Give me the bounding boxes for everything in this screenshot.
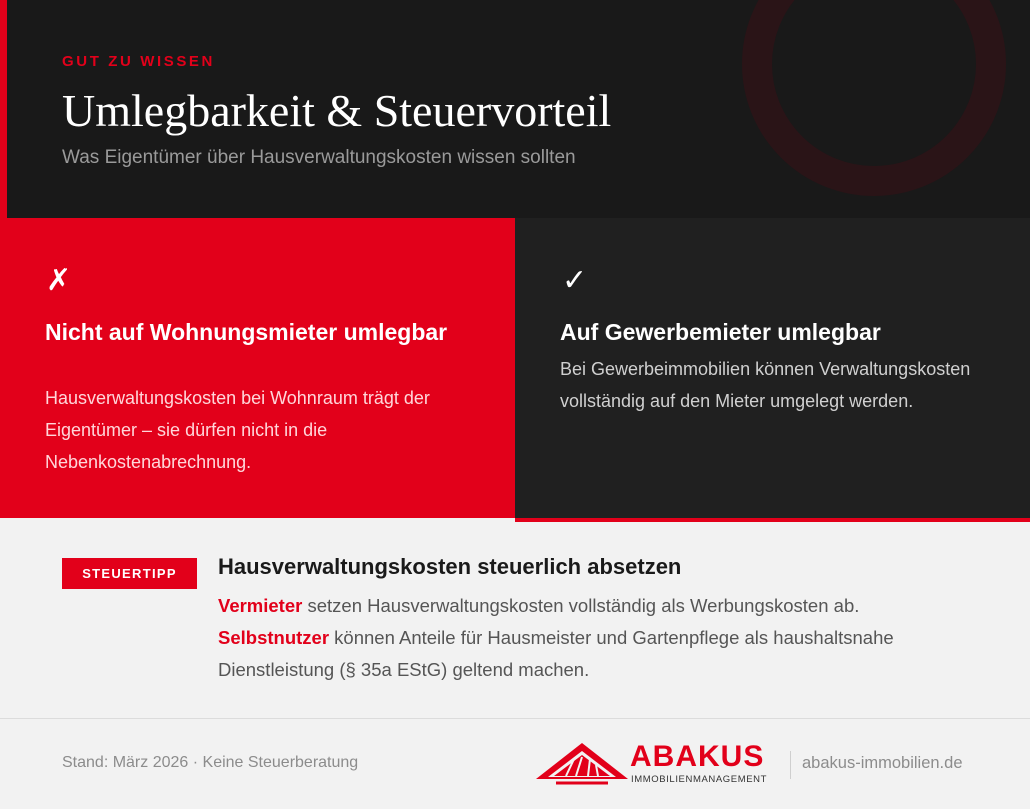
tax-tip-body [218, 590, 978, 686]
page-subtitle: Was Eigentümer über Hausverwaltungskosten wissen sollten [62, 147, 576, 168]
tax-tip-heading: Hausverwaltungskosten steuerlich absetzen [218, 554, 682, 579]
website-link[interactable]: abakus-immobilien.de [802, 754, 963, 772]
logo-roof-icon [536, 743, 628, 787]
panel-heading-commercial: Auf Gewerbemieter umlegbar [560, 319, 881, 345]
company-logo[interactable] [536, 740, 780, 787]
footer [0, 718, 1030, 809]
tax-tip-section [0, 522, 1030, 718]
text-owner-occupiers: können Anteile für Hausmeister und Gartenpflege als haushaltsnahe Dienstleistung (§ 35a EStG) geltend machen. [218, 627, 894, 680]
text-landlords: setzen Hausverwaltungskosten vollständig als Werbungskosten ab. [302, 595, 860, 616]
footer-separator [790, 751, 791, 779]
header [0, 0, 1030, 218]
panel-heading-residential: Nicht auf Wohnungsmieter umlegbar [45, 319, 448, 345]
logo-wordmark: ABAKUS [630, 740, 765, 773]
tip-line-landlords [218, 590, 978, 622]
tip-line-owner-occupiers [218, 622, 978, 686]
decorative-ring [742, 0, 1006, 196]
header-accent-bar [0, 0, 7, 218]
highlight-landlords: Vermieter [218, 595, 303, 616]
footer-note: Stand: März 2026 · Keine Steuerberatung [62, 754, 359, 771]
logo-tagline: IMMOBILIENMANAGEMENT [631, 774, 768, 785]
panel-text-residential: Hausverwaltungskosten bei Wohnraum trägt der Eigentümer – sie dürfen nicht in die Nebenkostenabrechnung. [45, 388, 430, 472]
eyebrow-label: GUT ZU WISSEN [62, 53, 215, 70]
tax-tip-badge: STEUERTIPP [62, 558, 197, 589]
cross-icon: ✗ [46, 264, 72, 297]
panel-text-commercial: Bei Gewerbeimmobilien können Verwaltungskosten vollständig auf den Mieter umgelegt werden. [560, 359, 971, 411]
check-icon: ✓ [562, 264, 588, 297]
panel-not-allocable [0, 218, 515, 518]
page-title: Umlegbarkeit & Steuervorteil [62, 85, 612, 136]
highlight-owner-occupiers: Selbstnutzer [218, 627, 330, 648]
panel-allocable [515, 218, 1030, 518]
